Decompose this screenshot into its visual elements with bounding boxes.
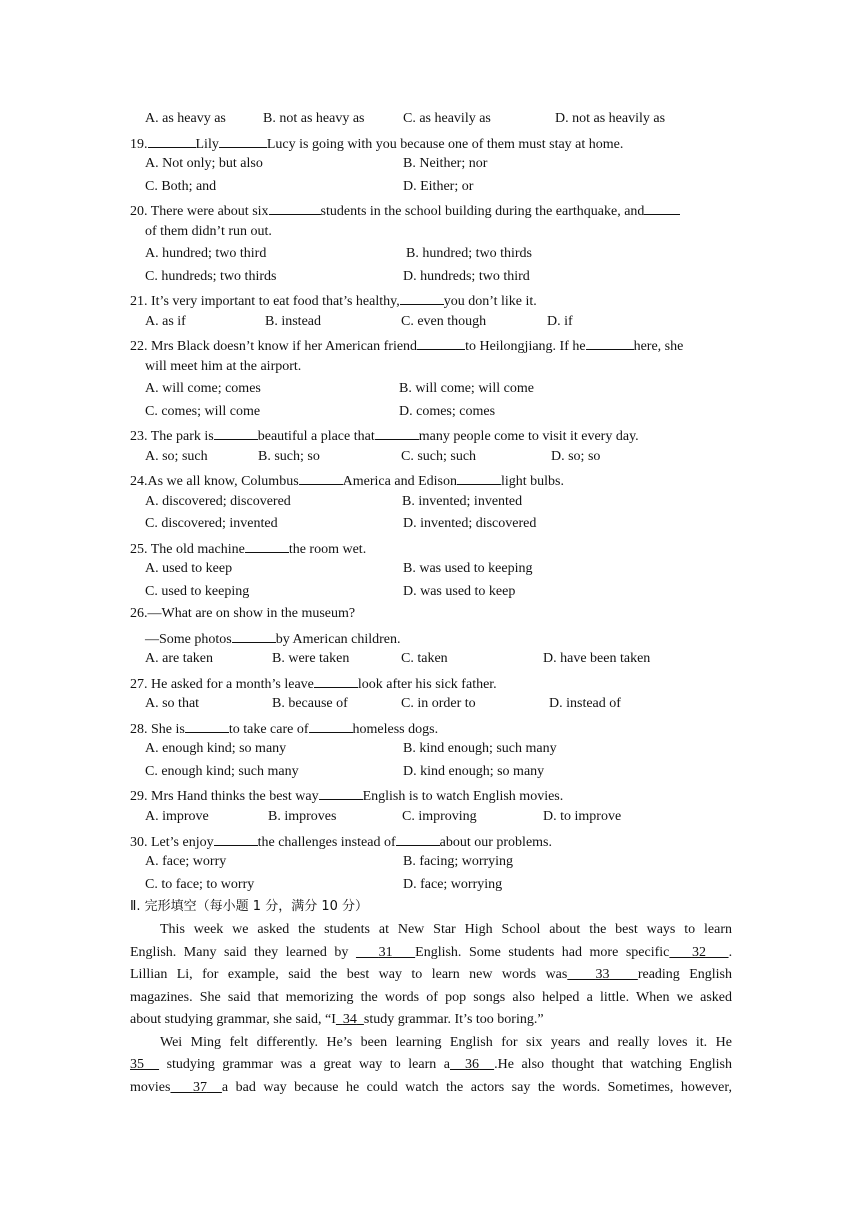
q19-option-c: C. Both; and: [145, 179, 217, 194]
q21-option-d: D. if: [547, 314, 573, 329]
q27-option-b: B. because of: [272, 696, 348, 711]
q24-option-d: D. invented; discovered: [403, 516, 537, 531]
q21-option-b: B. instead: [265, 314, 321, 329]
q22-stem-cont: will meet him at the airport.: [145, 359, 302, 374]
q20-option-b: B. hundred; two thirds: [406, 246, 532, 261]
q23-option-d: D. so; so: [551, 449, 601, 464]
q22-option-a: A. will come; comes: [145, 381, 261, 396]
q26-stem: 26.—What are on show in the museum?: [130, 606, 356, 621]
q28-option-b: B. kind enough; such many: [403, 741, 557, 756]
passage-line-6: Wei Ming felt differently. He’s been learning English for six years and really loves it. He: [160, 1035, 732, 1050]
q24-option-c: C. discovered; invented: [145, 516, 278, 531]
q30-option-a: A. face; worry: [145, 854, 227, 869]
q29-option-c: C. improving: [402, 809, 477, 824]
q29-option-d: D. to improve: [543, 809, 622, 824]
q24-option-b: B. invented; invented: [402, 494, 523, 509]
q30-option-b: B. facing; worrying: [403, 854, 514, 869]
q25-option-c: C. used to keeping: [145, 584, 250, 599]
q22-stem: 22. Mrs Black doesn’t know if her American friend to Heilongjiang. If he here, she: [130, 333, 683, 359]
q19-option-b: B. Neither; nor: [403, 156, 488, 171]
q26-option-d: D. have been taken: [543, 651, 651, 666]
passage-line-1: This week we asked the students at New Star High School about the best ways to learn: [160, 922, 732, 937]
q26-option-b: B. were taken: [272, 651, 350, 666]
q30-stem: 30. Let’s enjoy the challenges instead of about our problems.: [130, 829, 552, 855]
passage-line-7: 35 studying grammar was a great way to learn a 36 .He also thought that watching English: [130, 1057, 733, 1072]
passage-line-8: movies 37 a bad way because he could watch the actors say the words. Sometimes, however,: [130, 1080, 732, 1095]
q23-stem: 23. The park is beautiful a place that many people come to visit it every day.: [130, 423, 639, 449]
q29-option-b: B. improves: [268, 809, 337, 824]
section-title: Ⅱ. 完形填空（每小题 1 分，满分 10 分）: [130, 899, 369, 914]
q22-option-b: B. will come; will come: [399, 381, 534, 396]
q24-option-a: A. discovered; discovered: [145, 494, 291, 509]
q28-stem: 28. She is to take care of homeless dogs.: [130, 716, 438, 742]
q23-option-c: C. such; such: [401, 449, 477, 464]
passage-line-4: magazines. She said that memorizing the words of pop songs also helped a little. When we asked: [130, 990, 732, 1005]
q27-option-a: A. so that: [145, 696, 200, 711]
q21-option-a: A. as if: [145, 314, 186, 329]
q28-option-c: C. enough kind; such many: [145, 764, 299, 779]
q26-option-c: C. taken: [401, 651, 448, 666]
q25-option-a: A. used to keep: [145, 561, 233, 576]
q23-option-b: B. such; so: [258, 449, 320, 464]
q19-option-d: D. Either; or: [403, 179, 474, 194]
q27-option-d: D. instead of: [549, 696, 621, 711]
q23-option-a: A. so; such: [145, 449, 208, 464]
passage-line-5: about studying grammar, she said, “I 34 study grammar. It’s too boring.”: [130, 1012, 544, 1027]
q28-option-a: A. enough kind; so many: [145, 741, 287, 756]
q21-option-c: C. even though: [401, 314, 487, 329]
q29-option-a: A. improve: [145, 809, 209, 824]
q30-option-d: D. face; worrying: [403, 877, 503, 892]
q22-option-c: C. comes; will come: [145, 404, 261, 419]
q20-stem-cont: of them didn’t run out.: [145, 224, 272, 239]
q26-option-a: A. are taken: [145, 651, 214, 666]
q18-option-d: D. not as heavily as: [555, 111, 666, 126]
passage-line-2: English. Many said they learned by 31 English. Some students had more specific 32 .: [130, 945, 733, 960]
q29-stem: 29. Mrs Hand thinks the best way English is to watch English movies.: [130, 783, 563, 809]
q18-option-b: B. not as heavy as: [263, 111, 365, 126]
q28-option-d: D. kind enough; so many: [403, 764, 545, 779]
q27-stem: 27. He asked for a month’s leave look after his sick father.: [130, 671, 497, 697]
q30-option-c: C. to face; to worry: [145, 877, 255, 892]
q27-option-c: C. in order to: [401, 696, 476, 711]
q19-option-a: A. Not only; but also: [145, 156, 263, 171]
q26-answer-line: —Some photos by American children.: [145, 626, 401, 652]
q25-option-d: D. was used to keep: [403, 584, 516, 599]
q25-option-b: B. was used to keeping: [403, 561, 533, 576]
q19-stem: 19. Lily Lucy is going with you because one of them must stay at home.: [130, 131, 623, 157]
q20-option-d: D. hundreds; two third: [403, 269, 530, 284]
q20-option-c: C. hundreds; two thirds: [145, 269, 277, 284]
q20-option-a: A. hundred; two third: [145, 246, 267, 261]
passage-line-3: Lillian Li, for example, said the best way to learn new words was 33 reading English: [130, 967, 732, 982]
q21-stem: 21. It’s very important to eat food that’s healthy, you don’t like it.: [130, 288, 537, 314]
q22-option-d: D. comes; comes: [399, 404, 496, 419]
q25-stem: 25. The old machine the room wet.: [130, 536, 366, 562]
q24-stem: 24.As we all know, Columbus America and Edison light bulbs.: [130, 468, 564, 494]
q18-option-c: C. as heavily as: [403, 111, 491, 126]
q18-option-a: A. as heavy as: [145, 111, 226, 126]
q20-stem: 20. There were about six students in the school building during the earthquake, and: [130, 198, 680, 224]
